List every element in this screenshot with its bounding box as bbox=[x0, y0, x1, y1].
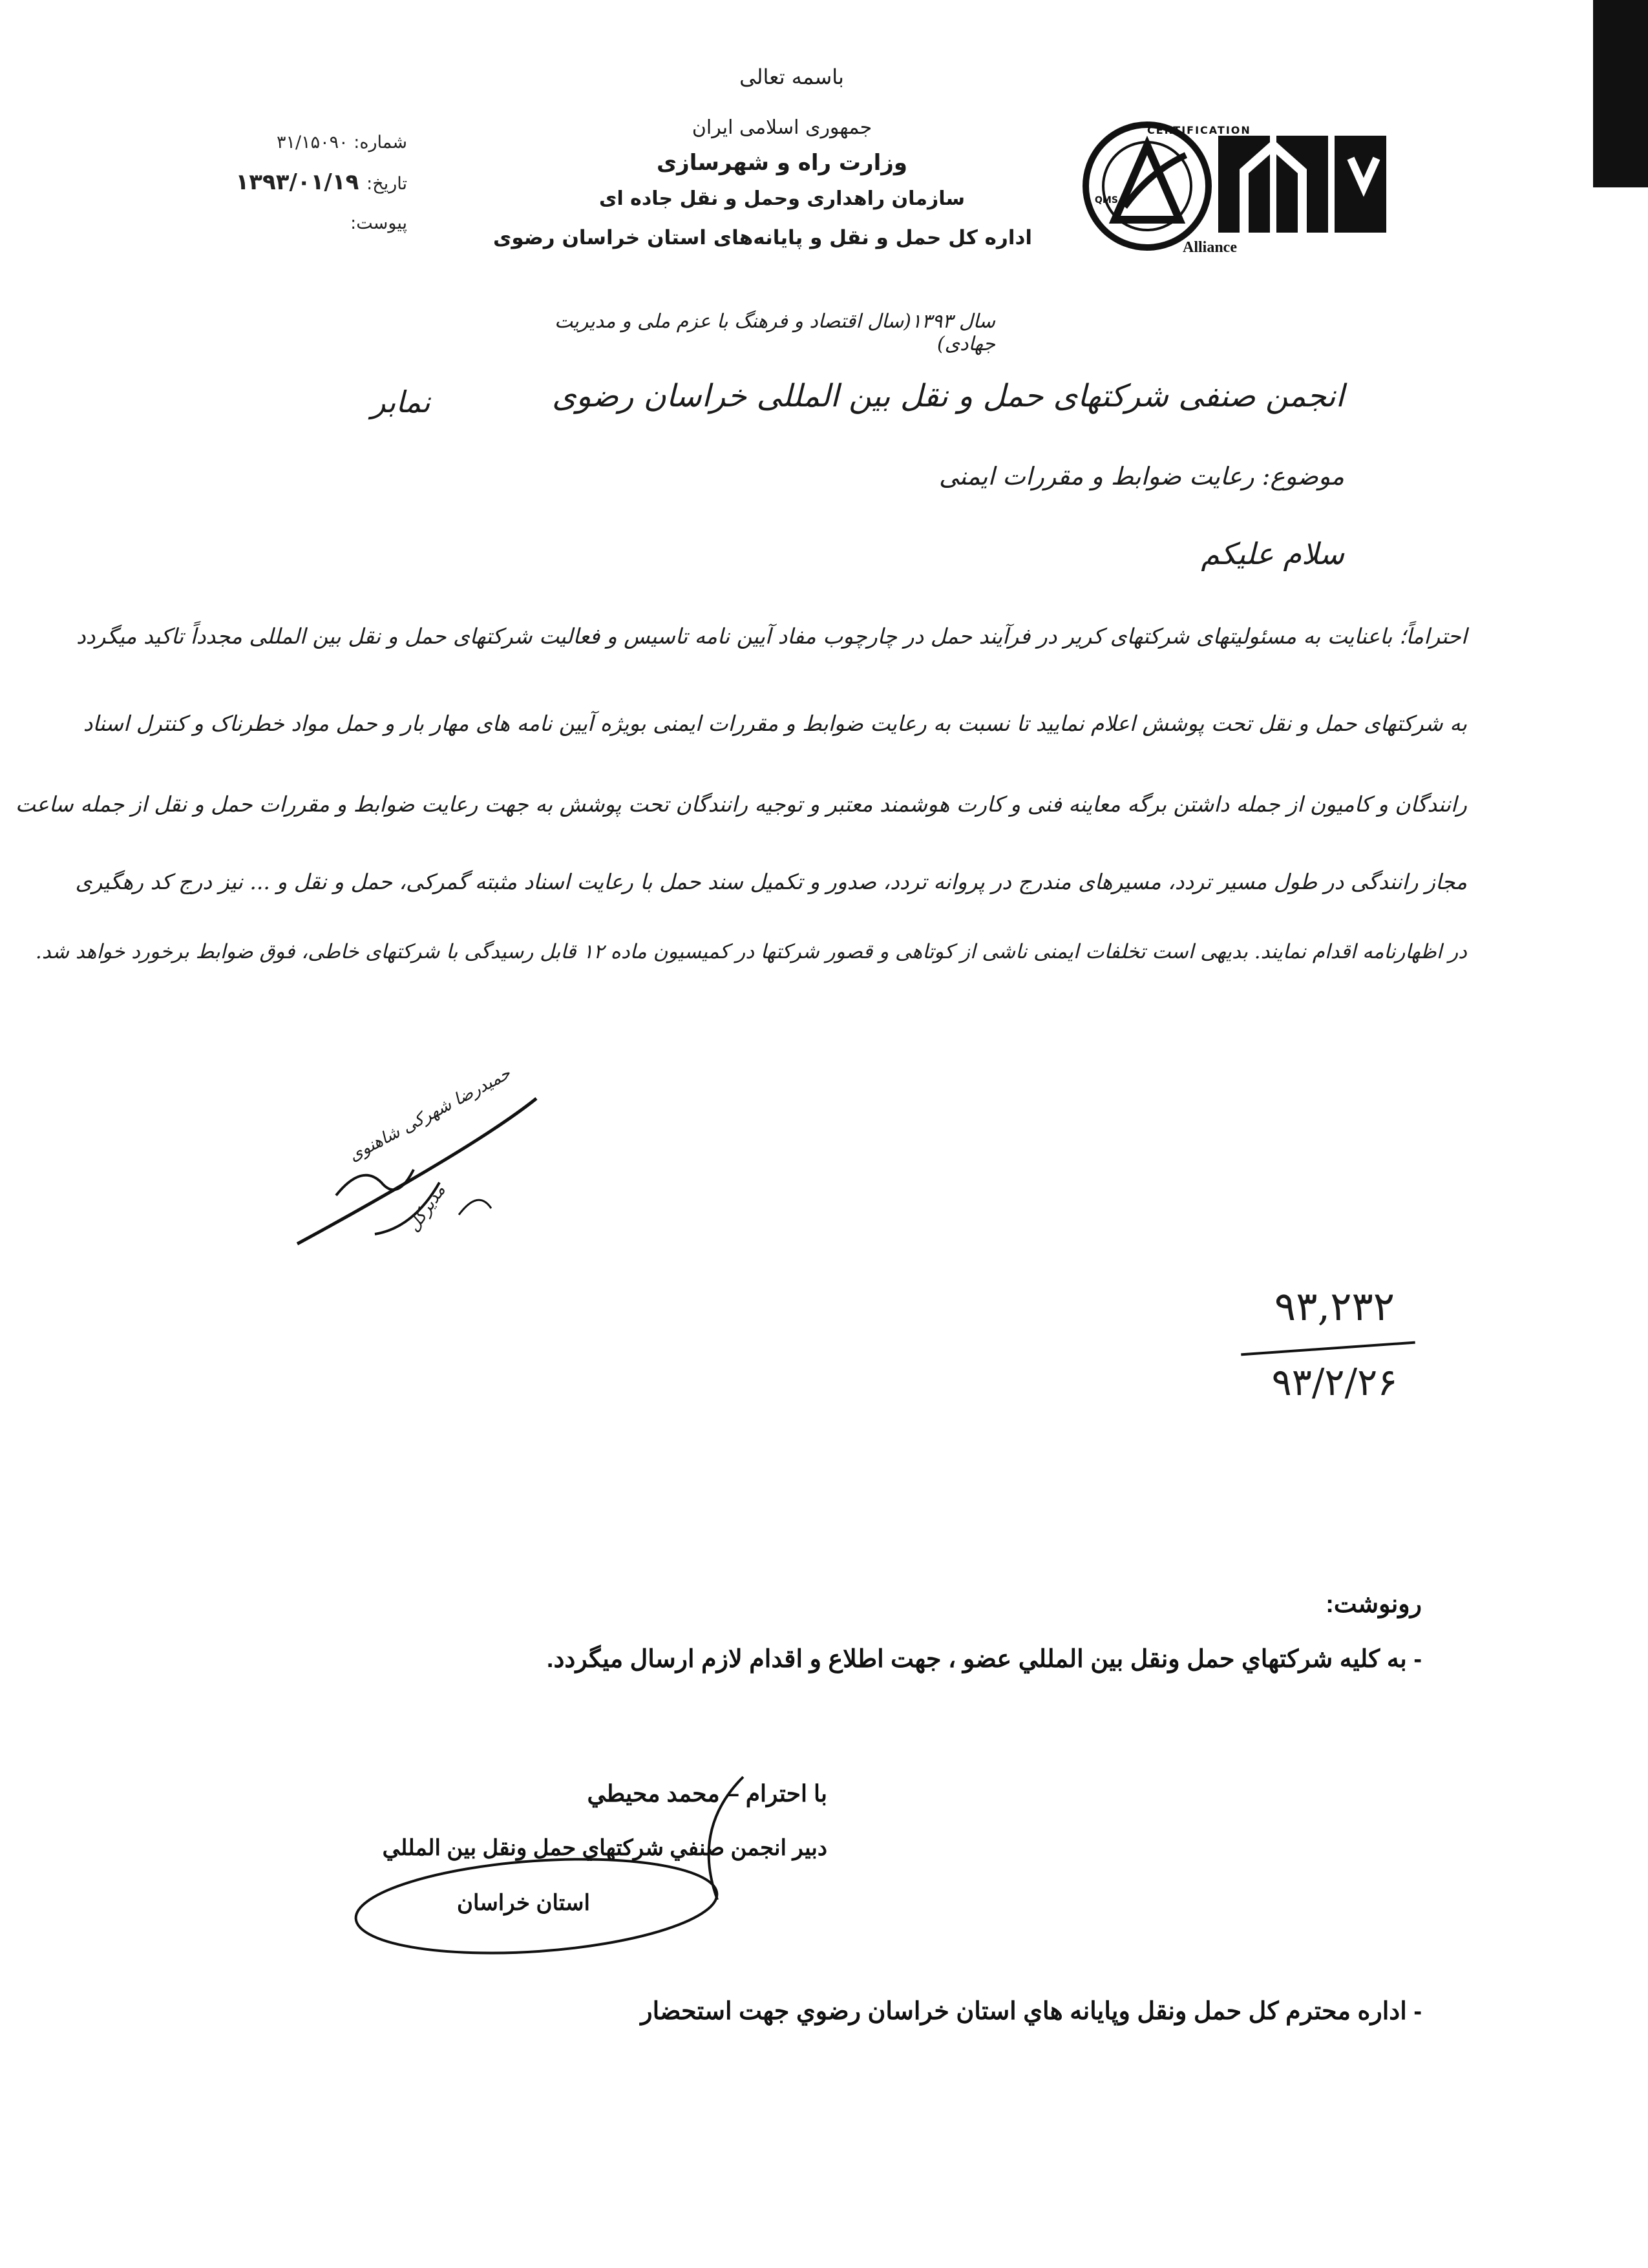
logo-caption: Alliance bbox=[1183, 239, 1237, 256]
header-invocation: باسمه تعالی bbox=[739, 65, 844, 89]
subject: موضوع: رعایت ضوابط و مقررات ایمنی bbox=[938, 462, 1344, 490]
letter-date-label: تاریخ: bbox=[366, 174, 407, 194]
scan-edge-artifact bbox=[1593, 0, 1648, 187]
copies-heading: رونوشت: bbox=[1326, 1591, 1422, 1618]
header-country: جمهوری اسلامی ایران bbox=[692, 116, 872, 139]
logo-ring-text: CERTIFICATION bbox=[1147, 124, 1251, 136]
letter-number-value: ۳۱/۱۵۰۹۰ bbox=[277, 132, 348, 152]
sender-title: دبیر انجمن صنفي شرکتهاي حمل ونقل بین المللي bbox=[382, 1836, 827, 1860]
registration-number: ۹۳,۲۳۲ bbox=[1274, 1283, 1395, 1330]
copies-line-office: - اداره محترم کل حمل ونقل وپایانه هاي استان خراسان رضوي جهت استحضار bbox=[640, 1998, 1422, 2025]
recipient: انجمن صنفی شرکتهای حمل و نقل بین المللی خراسان رضوی bbox=[552, 378, 1344, 414]
registration-divider bbox=[1241, 1341, 1415, 1356]
signature-name: حمیدرضا شهرکی شاهنوی bbox=[345, 1064, 514, 1166]
registration-date: ۹۳/۲/۲۶ bbox=[1271, 1360, 1398, 1404]
body-line: رانندگان و کامیون از جمله داشتن برگه معاینه فنی و کارت هوشمند معتبر و توجیه رانندگان تحت پوشش به جهت رعایت ضوابط و مقررات حمل و نقل از جمله ساعت bbox=[15, 792, 1467, 817]
director-signature bbox=[284, 1064, 556, 1279]
body-line: مجاز رانندگی در طول مسیر تردد، مسیرهای مندرج در پروانه تردد، صدور و تکمیل سند حمل با رعایت اسناد مثبته گمرکی، حمل و نقل و ... نیز درج کد رهگیری bbox=[75, 869, 1467, 894]
header-department: اداره کل حمل و نقل و پایانه‌های استان خراسان رضوی bbox=[493, 226, 1032, 249]
signature-loop-scribble bbox=[330, 1770, 821, 1964]
letter-attachment: پیوست: bbox=[350, 213, 407, 233]
letter-date-value: ۱۳۹۳/۰۱/۱۹ bbox=[235, 169, 359, 195]
greeting: سلام علیکم bbox=[1201, 536, 1344, 571]
header-ministry: وزارت راه و شهرسازی bbox=[656, 150, 907, 176]
year-slogan: سال ۱۳۹۳(سال اقتصاد و فرهنگ با عزم ملی و مدیریت جهادی) bbox=[554, 310, 995, 355]
ministry-logo bbox=[1079, 110, 1409, 265]
regards-line: با احترام – محمد محیطي bbox=[587, 1780, 827, 1807]
copies-line-members: - به کلیه شرکتهاي حمل ونقل بین المللي عضو ، جهت اطلاع و اقدام لازم ارسال میگردد. bbox=[546, 1646, 1422, 1673]
letter-date bbox=[181, 169, 407, 195]
body-line: در اظهارنامه اقدام نمایند. بدیهی است تخلفات ایمنی ناشی از کوتاهی و قصور شرکتها در کمیسیون ماده ۱۲ قابل رسیدگی با شرکتهای خاطی، فوق ضوابط برخورد خواهد شد. bbox=[35, 940, 1467, 963]
letter-number bbox=[213, 132, 407, 152]
sender-signature-loop bbox=[330, 1770, 821, 1964]
header-organization: سازمان راهداری وحمل و نقل جاده ای bbox=[598, 187, 966, 210]
signature-title: مدیرکل bbox=[403, 1181, 450, 1235]
logo-badge: QMS bbox=[1095, 195, 1118, 205]
fax-mark: نمابر bbox=[371, 384, 430, 419]
letter-number-label: شماره: bbox=[354, 132, 407, 152]
body-line: احتراماً؛ باعنایت به مسئولیتهای شرکتهای کریر در فرآیند حمل در چارچوب مفاد آیین نامه تاسیس و فعالیت شرکتهای حمل و نقل بین المللی مجدداً تاکید میگردد bbox=[76, 624, 1467, 649]
sender-province: استان خراسان bbox=[456, 1891, 590, 1915]
body-line: به شرکتهای حمل و نقل تحت پوشش اعلام نمایید تا نسبت به رعایت ضوابط و مقررات ایمنی بویژه آیین نامه های مهار بار و حمل مواد خطرناک و کنترل اسناد bbox=[83, 711, 1467, 736]
